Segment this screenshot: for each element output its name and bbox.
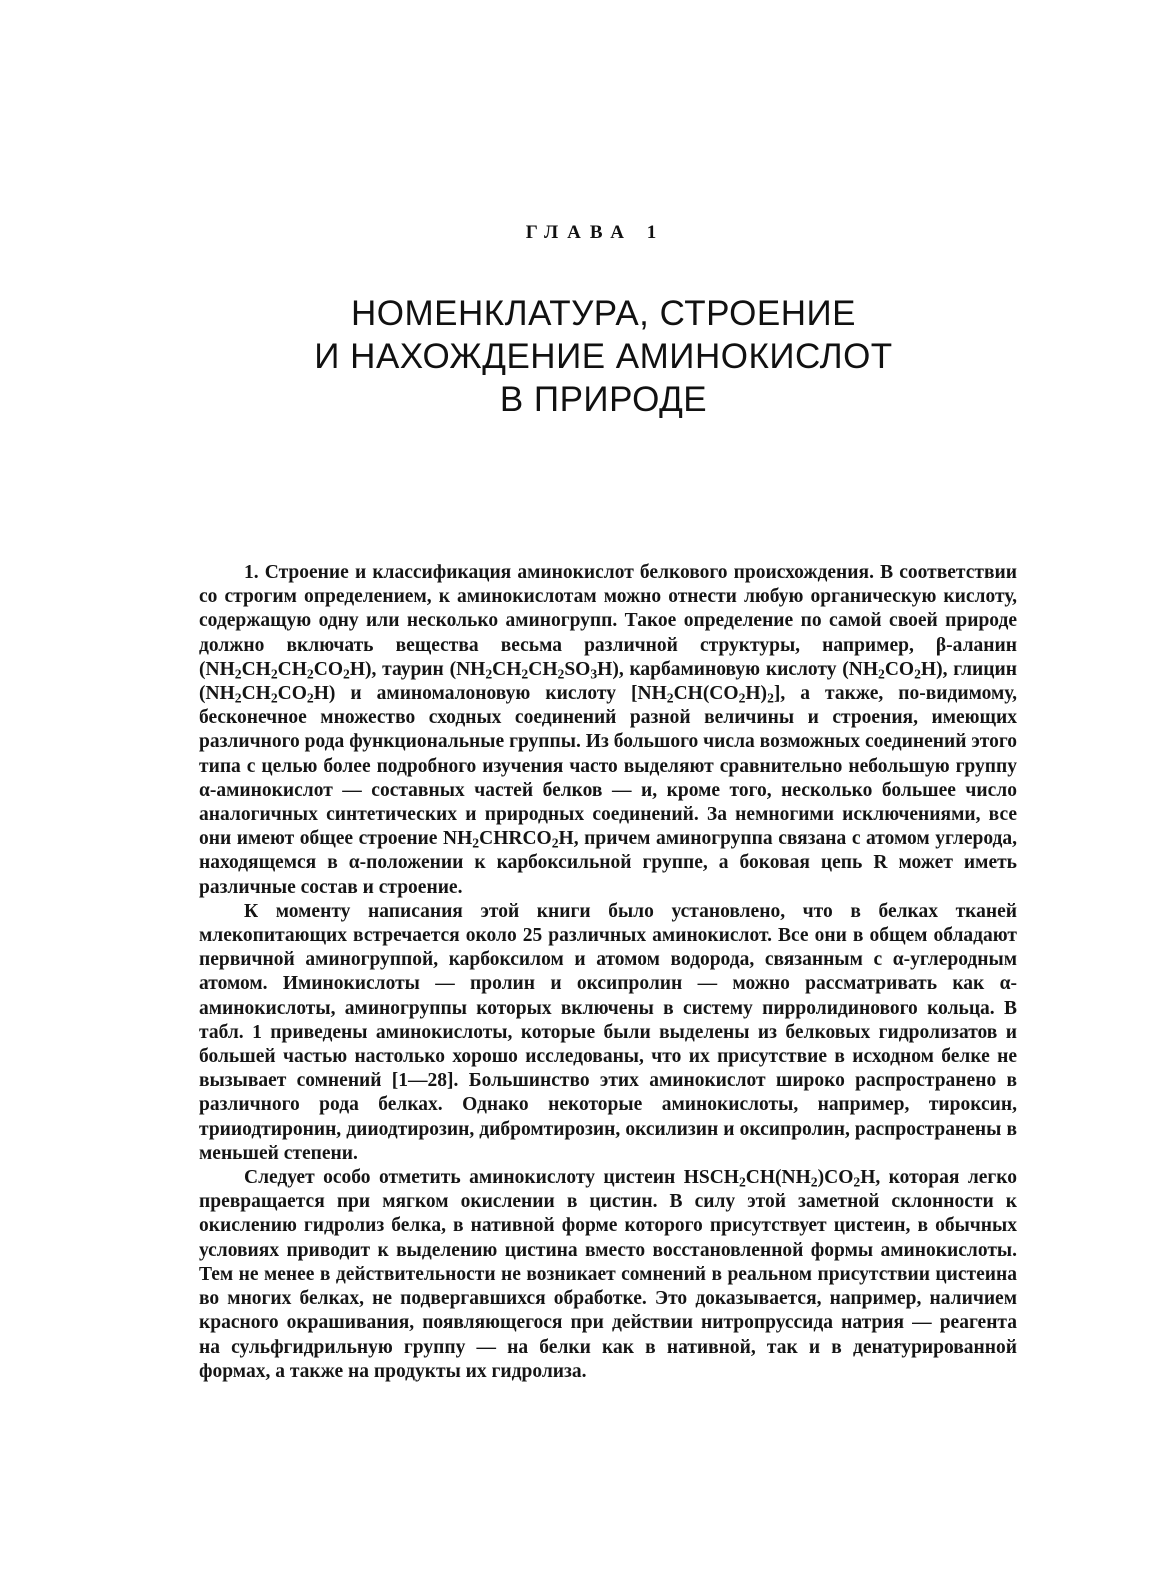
text-run: H), таурин (NH — [349, 658, 486, 680]
subscript: 2 — [342, 666, 350, 682]
text-run: Следует особо отметить аминокислоту цистеин HSCH — [244, 1167, 739, 1189]
text-run: H), карбаминовую кислоту (NH — [597, 658, 879, 680]
subscript: 2 — [557, 666, 565, 682]
text-run: CO — [313, 658, 343, 680]
text-run: H, причем аминогруппа связана с атомом углерода, находящемся в α-положении к карбоксильной группе, а боковая цепь R может иметь различные состав и строение. — [199, 828, 1017, 898]
subscript: 2 — [738, 1174, 746, 1190]
text-run: )CO — [817, 1167, 854, 1189]
subscript: 2 — [234, 690, 242, 706]
subscript: 2 — [767, 690, 774, 706]
paragraph-3 — [199, 1166, 1017, 1384]
text-run: H, которая легко превращается при мягком окислении в цистин. В силу этой заметной склонности к окислению гидролиз белка, в нативной форме которого присутствует цистеин, в обычных условиях приводит к выделению цистина вместо восстановленной формы аминокислоты. Тем не менее в действительности не возникает сомнений в реальном присутствии цистеина во многих белках, не подвергавшихся обработке. Это доказывается, например, наличием красного окрашивания, появляющегося при действии нитропруссида натрия — реагента на сульфгидрильную группу — на белки как в нативной, так и в денатурированной формах, а также на продукты их гидролиза. — [199, 1167, 1017, 1382]
subscript: 2 — [878, 666, 885, 682]
subscript: 2 — [853, 1174, 861, 1190]
text-run: CH — [277, 658, 307, 680]
chapter-title-line: В ПРИРОДЕ — [499, 380, 708, 419]
chapter-title-line: И НАХОЖДЕНИЕ АМИНОКИСЛОТ — [314, 337, 893, 376]
text-run: В соответствии со строгим определением, к аминокислотам можно отнести любую органическую кислоту, содержащую одну или несколько аминогрупп. Такое определение по самой своей природе должно включать вещества весьма различной структуры, например, β-аланин (NH — [199, 562, 1017, 680]
subscript: 2 — [810, 1174, 818, 1190]
subscript: 2 — [521, 666, 529, 682]
chapter-title-line: НОМЕНКЛАТУРА, СТРОЕНИЕ — [350, 294, 857, 333]
subscript: 2 — [485, 666, 493, 682]
text-run: CO — [277, 683, 307, 705]
text-run: SO — [564, 658, 591, 680]
subscript: 3 — [590, 666, 598, 682]
subscript: 2 — [472, 835, 480, 851]
subscript: 2 — [738, 690, 746, 706]
text-run: CH(CO — [673, 683, 739, 705]
subscript: 2 — [306, 666, 314, 682]
text-run: H) — [745, 683, 768, 705]
chapter-title — [0, 292, 1163, 421]
text-run: ], а также, по-видимому, бесконечное множество сходных соединений разной величины и строения, имеющих различного рода функциональные группы. Из большого числа возможных соединений этого типа с целью более подробного изучения часто выделяют сравнительно небольшую группу α-аминокислот — составных частей белков — и, кроме того, несколько большее число аналогичных синтетических и природных соединений. За немногими исключениями, все они имеют общее строение NH — [199, 683, 1017, 850]
text-run: CH — [241, 658, 271, 680]
subscript: 2 — [270, 690, 278, 706]
text-run: CH — [492, 658, 522, 680]
text-run: CH — [528, 658, 558, 680]
text-run: CH — [241, 683, 271, 705]
chapter-label: ГЛАВА 1 — [525, 222, 666, 243]
text-run: H) и аминомалоновую кислоту [NH — [313, 683, 667, 705]
subscript: 2 — [666, 690, 674, 706]
subscript: 2 — [270, 666, 278, 682]
subscript: 2 — [914, 666, 921, 682]
text-run: CH(NH — [745, 1167, 811, 1189]
paragraph-1 — [199, 561, 1017, 900]
subscript: 2 — [306, 690, 314, 706]
text-run: CHRCO — [479, 828, 552, 850]
body-text — [199, 561, 1017, 1384]
subscript: 2 — [234, 666, 242, 682]
paragraph-2: К моменту написания этой книги было установлено, что в белках тканей млекопитающих встречается около 25 различных аминокислот. Все они в общем обладают первичной аминогруппой, карбоксилом и атомом водорода, связанным с α-углеродным атомом. Иминокислоты — пролин и оксипролин — можно рассматривать как α-аминокислоты, аминогруппы которых включены в систему пирролидинового кольца. В табл. 1 приведены аминокислоты, которые были выделены из белковых гидролизатов и большей частью настолько хорошо исследованы, что их присутствие в исходном белке не вызывает сомнений [1—28]. Большинство этих аминокислот широко распространено в различного рода белках. Однако некоторые аминокислоты, например, тироксин, трииодтиронин, дииодтирозин, дибромтирозин, оксилизин и оксипролин, распространены в меньшей степени. — [199, 900, 1017, 1164]
subscript: 2 — [551, 835, 559, 851]
section-heading: 1. Строение и классификация аминокислот белкового происхождения. — [244, 562, 874, 583]
text-run: CO — [884, 658, 915, 680]
text-run: H), глицин (NH — [199, 658, 1017, 705]
